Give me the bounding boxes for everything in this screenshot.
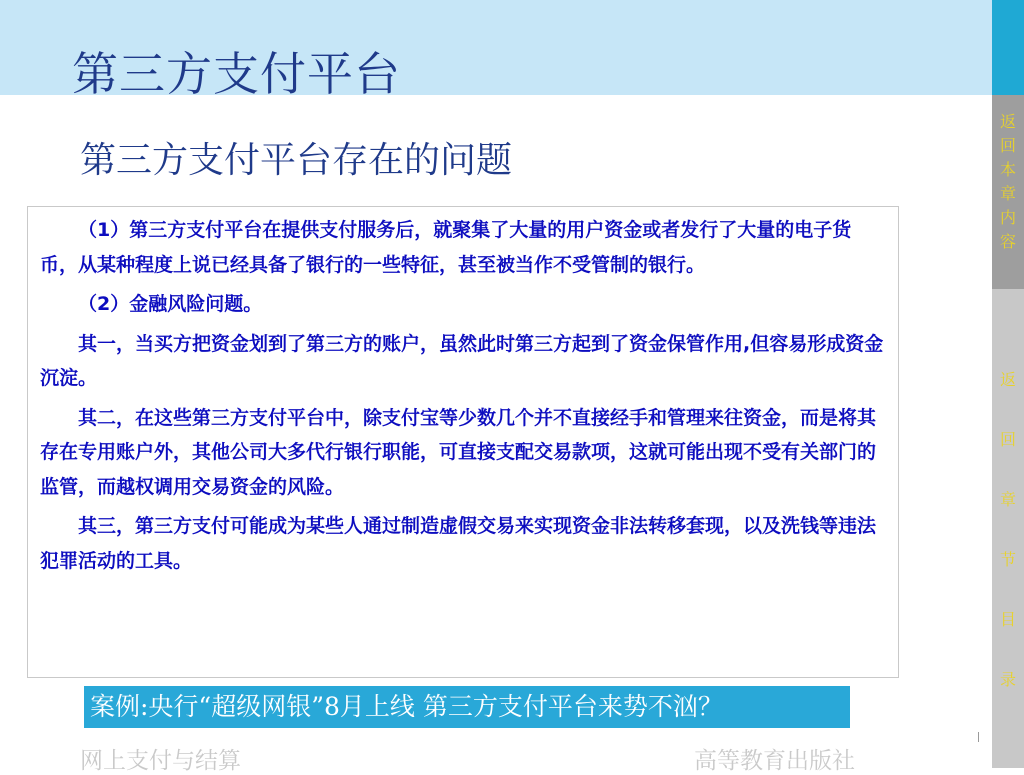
slide-marker bbox=[978, 732, 979, 742]
page-title: 第三方支付平台 bbox=[72, 47, 401, 101]
back-to-toc-char: 目 bbox=[999, 610, 1016, 629]
back-to-chapter-char: 本 bbox=[999, 160, 1016, 179]
paragraph-4: 其二，在这些第三方支付平台中，除支付宝等少数几个并不直接经手和管理来往资金，而是将其存在专用账户外，其他公司大多代行银行职能，可直接支配交易款项，这就可能出现不受有关部门的监管，而越权调用交易资金的风险。 bbox=[40, 406, 877, 498]
section-subtitle: 第三方支付平台存在的问题 bbox=[80, 140, 513, 181]
content-box bbox=[27, 206, 899, 678]
back-to-toc-char: 回 bbox=[999, 430, 1016, 449]
paragraph-3: 其一，当买方把资金划到了第三方的账户，虽然此时第三方起到了资金保管作用,但容易形成资金沉淀。 bbox=[40, 332, 884, 389]
back-to-chapter-char: 章 bbox=[999, 184, 1016, 203]
back-to-toc-char: 章 bbox=[999, 490, 1016, 509]
back-to-chapter-char: 返 bbox=[999, 112, 1016, 131]
back-to-toc-char: 录 bbox=[999, 670, 1016, 689]
back-to-toc-char: 返 bbox=[999, 370, 1016, 389]
back-to-toc-char: 节 bbox=[999, 550, 1016, 569]
paragraph-5: 其三，第三方支付可能成为某些人通过制造虚假交易来实现资金非法转移套现，以及洗钱等违法犯罪活动的工具。 bbox=[40, 515, 877, 572]
case-link[interactable]: 案例:央行“超级网银”8月上线 第三方支付平台来势不汹？ bbox=[84, 686, 850, 728]
footer-course-title: 网上支付与结算 bbox=[80, 748, 241, 774]
back-to-chapter-char: 回 bbox=[999, 136, 1016, 155]
paragraph-2: （2）金融风险问题。 bbox=[78, 293, 263, 315]
paragraph-1: （1）第三方支付平台在提供支付服务后，就聚集了大量的用户资金或者发行了大量的电子货币，从某种程度上说已经具备了银行的一些特征，甚至被当作不受管制的银行。 bbox=[40, 219, 852, 276]
back-to-chapter-char: 容 bbox=[999, 232, 1016, 251]
footer-publisher: 高等教育出版社 bbox=[694, 748, 855, 774]
back-to-chapter-char: 内 bbox=[999, 208, 1016, 227]
side-nav-top-block bbox=[992, 0, 1024, 95]
back-to-chapter-button[interactable] bbox=[992, 110, 1024, 254]
back-to-toc-button[interactable] bbox=[992, 350, 1024, 710]
